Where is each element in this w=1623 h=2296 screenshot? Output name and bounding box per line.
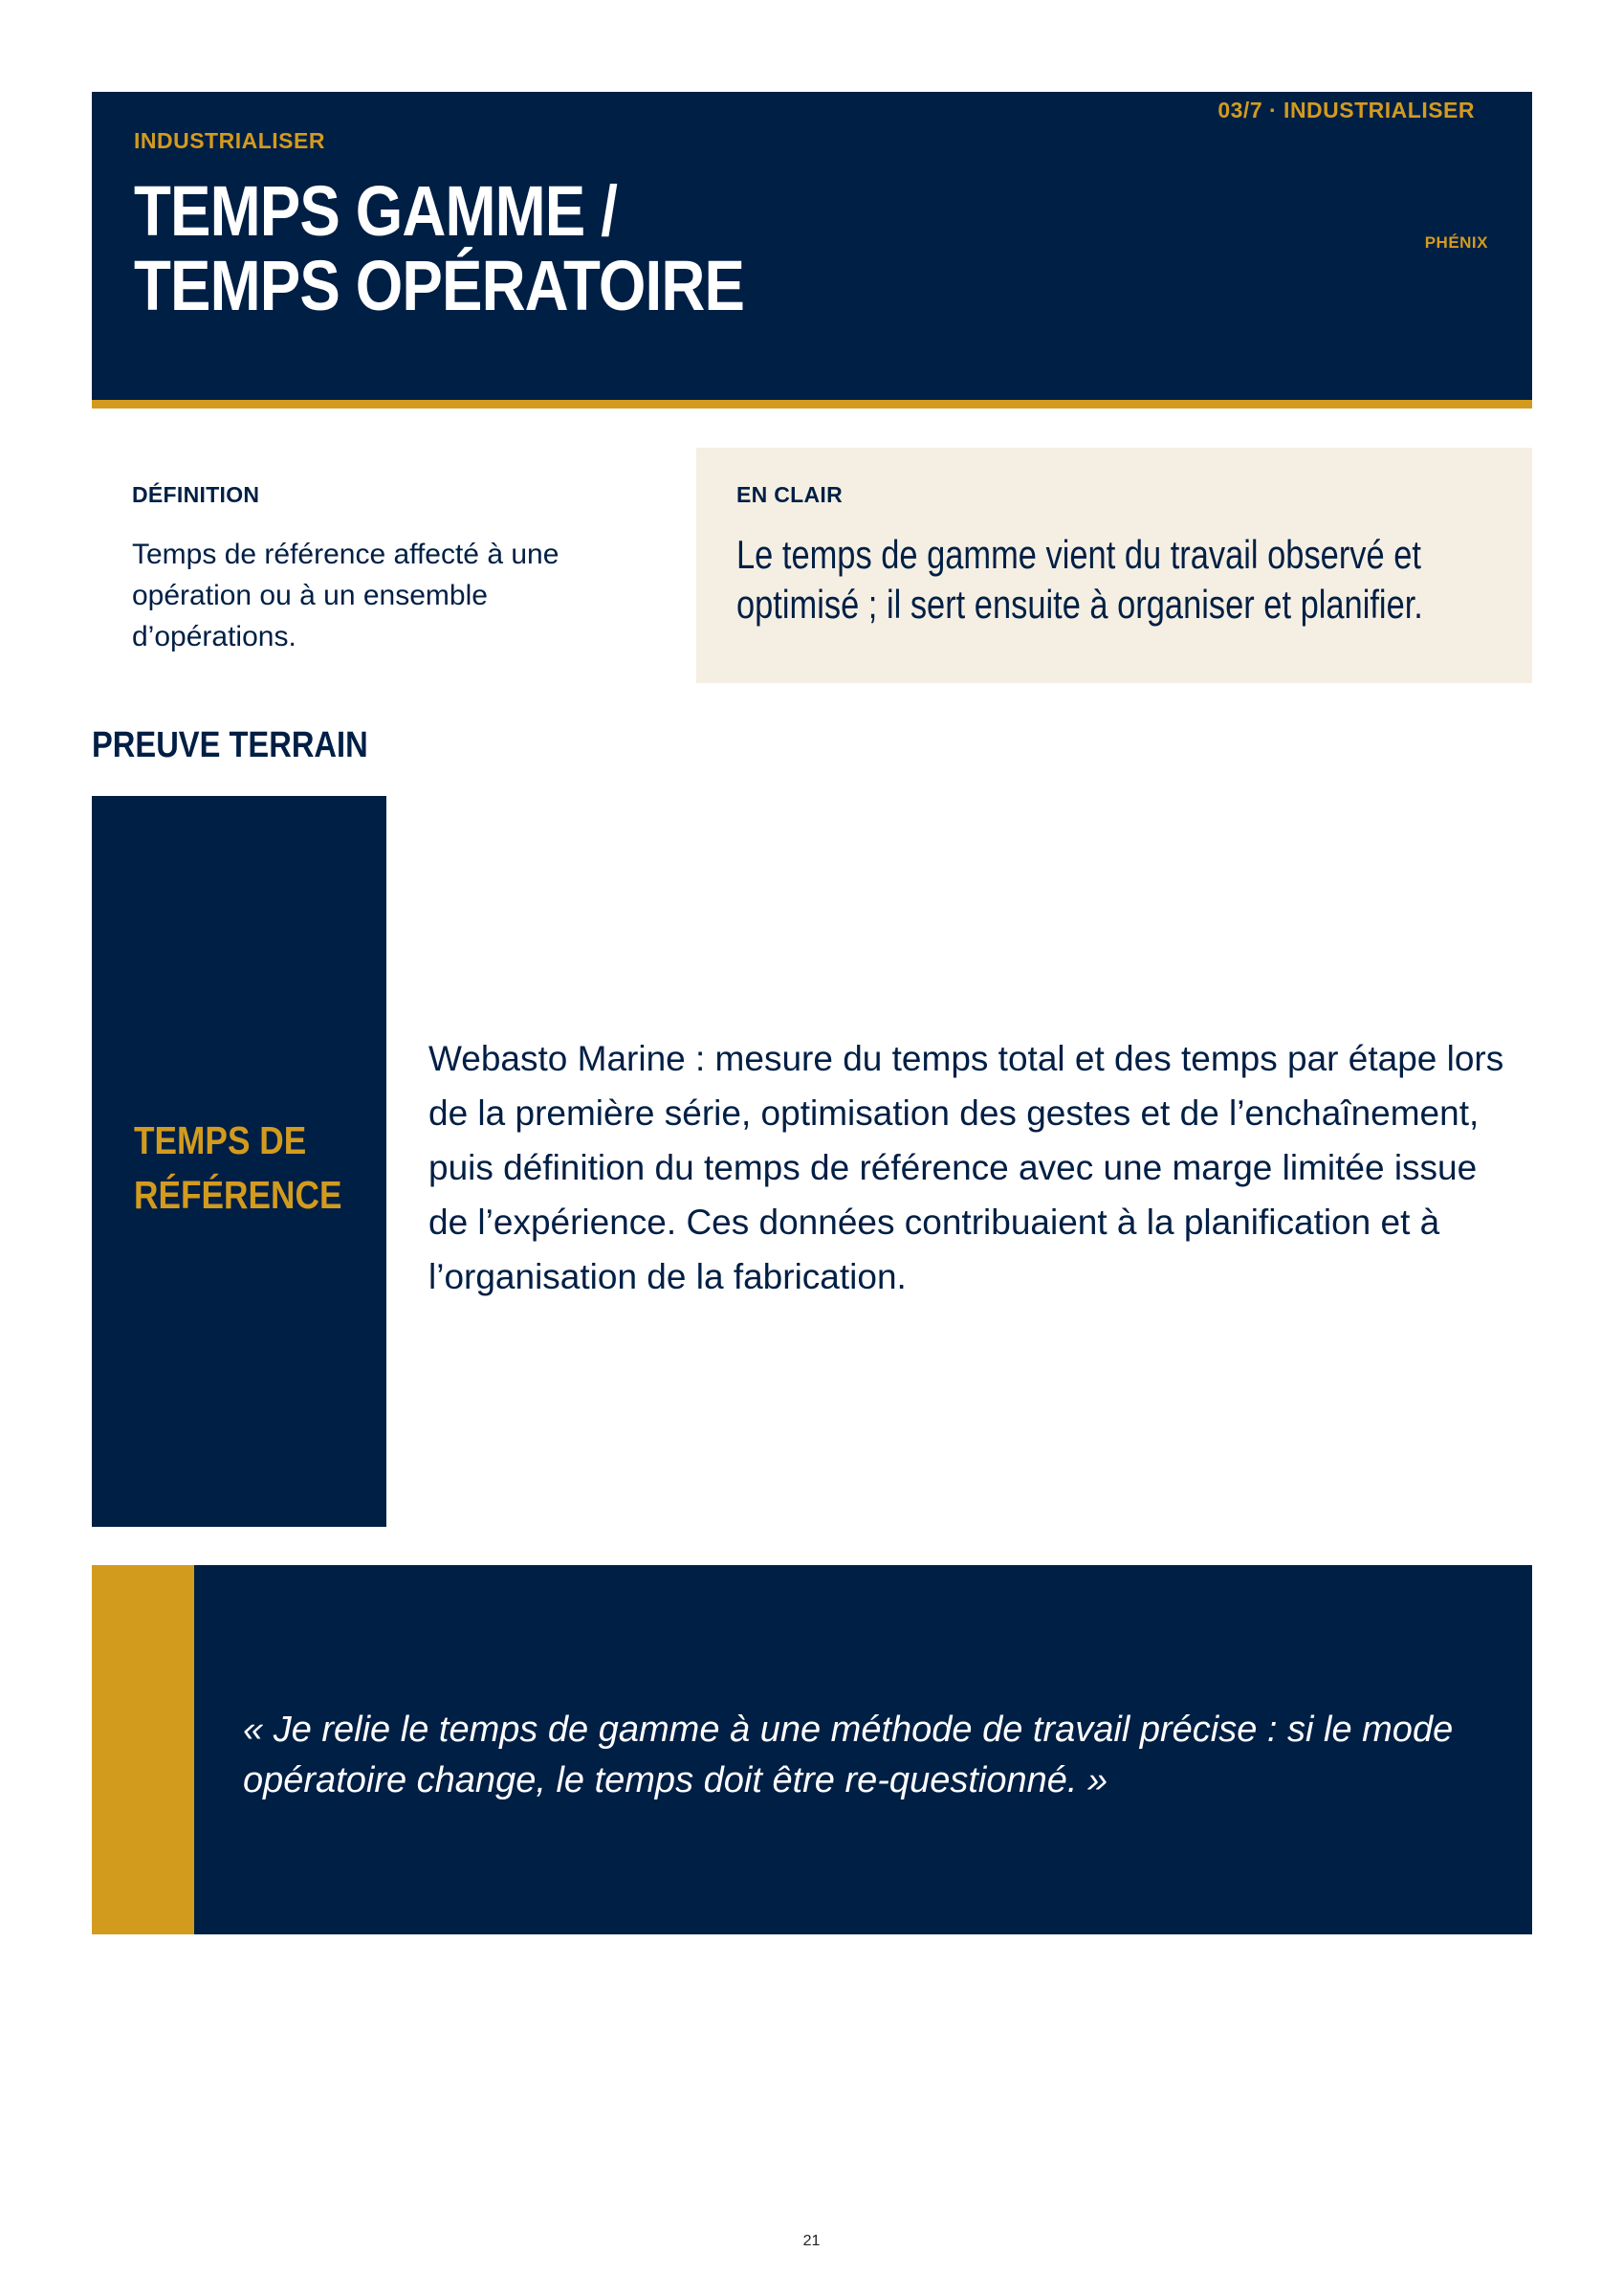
definition-label: DÉFINITION: [132, 482, 260, 507]
definition-panel: [92, 448, 656, 683]
brand-label: PHÉNIX: [1424, 233, 1488, 252]
page-title-line-1: TEMPS GAMME /: [134, 171, 618, 251]
header-divider: [92, 400, 1532, 408]
header-band: [92, 92, 1532, 400]
en-clair-label: EN CLAIR: [736, 482, 844, 507]
quote-text: « Je relie le temps de gamme à une méthode de travail précise : si le mode opératoire change, le temps doit être re-questionné. »: [243, 1710, 1454, 1800]
preuve-terrain-heading: PREUVE TERRAIN: [92, 725, 368, 765]
preuve-side-label-line-2: RÉFÉRENCE: [134, 1173, 342, 1217]
preuve-side-label: [134, 1114, 341, 1223]
preuve-terrain-text: Webasto Marine : mesure du temps total et des temps par étape lors de la première série, optimisation des gestes et de l’enchaînement, puis définition du temps de référence avec une marge limitée issue de l’expérience. Ces données contribuaient à la planification et à l’organisation de la fabrication.: [428, 1039, 1504, 1296]
en-clair-text: Le temps de gamme vient du travail observé et optimisé ; il sert ensuite à organiser et planifier.: [736, 532, 1423, 627]
preuve-side-label-line-1: TEMPS DE: [134, 1118, 307, 1162]
definition-text: Temps de référence affecté à une opération ou à un ensemble d’opérations.: [132, 539, 559, 652]
page-title-line-2: TEMPS OPÉRATOIRE: [134, 246, 745, 325]
en-clair-panel: [696, 448, 1532, 683]
page-number: 21: [802, 2233, 821, 2249]
preuve-terrain-card: [92, 796, 1532, 1527]
quote-block: [92, 1565, 1532, 1934]
section-kicker: INDUSTRIALISER: [134, 128, 325, 153]
preuve-side-panel: [92, 796, 386, 1527]
quote-accent-bar: [92, 1565, 194, 1934]
page-title: [134, 171, 745, 325]
chapter-tag: 03/7 · INDUSTRIALISER: [1217, 98, 1475, 122]
